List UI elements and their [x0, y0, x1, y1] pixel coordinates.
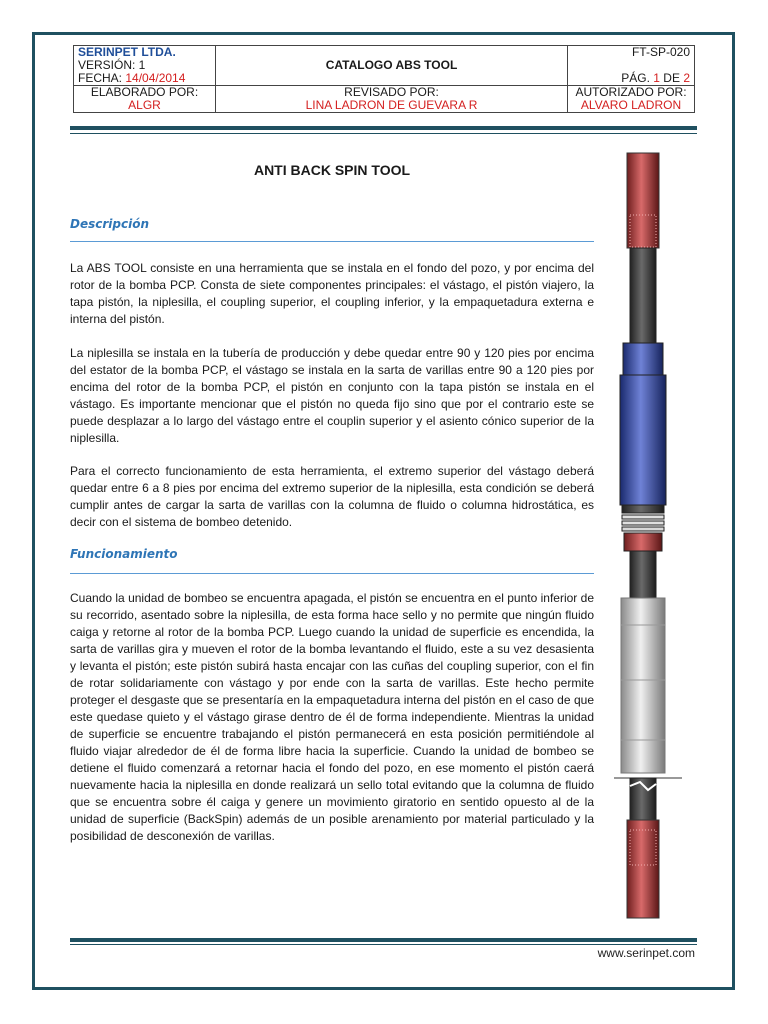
footer-thin-rule — [70, 944, 697, 945]
description-heading: Descripción — [70, 217, 149, 231]
footer-bar — [70, 938, 697, 942]
bottom-coupling — [627, 820, 659, 918]
top-coupling — [627, 153, 659, 248]
description-rule — [70, 241, 594, 242]
company-name: SERINPET LTDA. — [78, 45, 176, 59]
reviewed-by: LINA LADRON DE GUEVARA R — [305, 98, 478, 112]
abs-tool-illustration — [600, 150, 690, 920]
doc-title: CATALOGO ABS TOOL — [325, 58, 458, 72]
page-of: DE — [659, 71, 684, 85]
upper-shaft — [630, 248, 656, 343]
blue-piston — [620, 343, 666, 551]
header-table — [73, 45, 695, 113]
operation-rule — [70, 573, 594, 574]
page-total: 2 — [683, 71, 690, 85]
date-cell — [74, 72, 216, 86]
operation-heading: Funcionamiento — [70, 547, 178, 561]
niplesilla — [614, 598, 682, 778]
doc-code: FT-SP-020 — [631, 45, 690, 59]
company-cell — [74, 46, 216, 60]
date-label: FECHA: — [78, 71, 126, 85]
authorized-by-label: AUTORIZADO POR: — [575, 85, 687, 99]
header-bar — [70, 126, 697, 130]
header-thin-rule — [70, 133, 697, 134]
version: VERSIÓN: 1 — [78, 58, 146, 72]
authorized-by-cell — [568, 86, 695, 113]
doc-title-cell — [216, 46, 568, 86]
page-current: 1 — [653, 71, 660, 85]
page-prefix: PÁG. — [621, 71, 654, 85]
reviewed-by-label: REVISADO POR: — [344, 85, 439, 99]
made-by-label: ELABORADO POR: — [90, 85, 199, 99]
made-by: ALGR — [128, 98, 161, 112]
authorized-by: ALVARO LADRON — [580, 98, 682, 112]
description-paragraph-3: Para el correcto funcionamiento de esta herramienta, el extremo superior del vástago deberá quedar entre 6 a 8 pies por encima del extremo superior de la niplesilla, esta condición se deberá cumplir antes de cargar la sarta de varillas con la columna de fluido o columna hidrostática, es decir con el sistema de bombeo detenido. — [70, 464, 594, 529]
reviewed-by-cell — [216, 86, 568, 113]
middle-shaft — [630, 551, 656, 598]
code-cell — [568, 46, 695, 60]
document-title: ANTI BACK SPIN TOOL — [253, 162, 411, 178]
made-by-cell — [74, 86, 216, 113]
date-value: 14/04/2014 — [125, 71, 186, 85]
operation-paragraph-1: Cuando la unidad de bombeo se encuentra apagada, el pistón se encuentra en el punto inferior de su recorrido, asentado sobre la niplesilla, de esta forma hace sello y no permite que ningún fluido caiga y retorne al rotor de la bomba PCP. Luego cuando la unidad de superficie es encendida, la sarta de varillas gira y mueven el rotor de la bomba levantando el fluido, este a su vez desasienta y levanta el pistón; este pistón subirá hasta encajar con las cuñas del coupling superior, con el fin de rotar solidariamente con vástago y por ende con la sarta de varillas. Este hecho permite proteger el desgaste que se presentaría en la empaquetadura interna del pistón en el caso de que este quedase quieto y el vástago girase dentro de él de forma independiente. Mientras la unidad de superficie se encuentre trabajando el pistón permanecerá en esta posición permitiéndole al fluido viajar alrededor de él de forma libre hacia la superficie. Cuando la unidad de bombeo se detiene el fluido comenzará a retornar hacia el fondo del pozo, en ese momento el pistón caerá nuevamente hacia la niplesilla en donde realizará un sello total evitando que la columna de fluido que se encuentra sobre él caiga y genere un movimiento giratorio en sentido opuesto al de la unidad de superficie (BackSpin) además de un posible arenamiento por material particulado y la posibilidad de desconexión de varillas. — [70, 591, 594, 843]
description-paragraph-1: La ABS TOOL consiste en una herramienta que se instala en el fondo del pozo, y por encima del rotor de la bomba PCP. Consta de siete componentes principales: el vástago, el pistón viajero, la tapa pistón, la niplesilla, el coupling superior, el coupling inferior, y la empaquetadura externa e interna del pistón. — [70, 261, 594, 326]
page-cell — [568, 72, 695, 86]
description-paragraph-2: La niplesilla se instala en la tubería de producción y debe quedar entre 90 y 120 pies por encima del estator de la bomba PCP, el vástago se instala en la sarta de varillas entre 90 a 120 pies por encima del rotor de la bomba PCP, el pistón en conjunto con la tapa pistón se instala en el vástago. Es importante mencionar que el pistón no queda fijo sino que por el contrario este se puede desplazar a lo largo del vástago entre el couplin superior y el asiento cónico superior de la niplesilla. — [70, 346, 594, 445]
footer-url: www.serinpet.com — [597, 946, 695, 960]
